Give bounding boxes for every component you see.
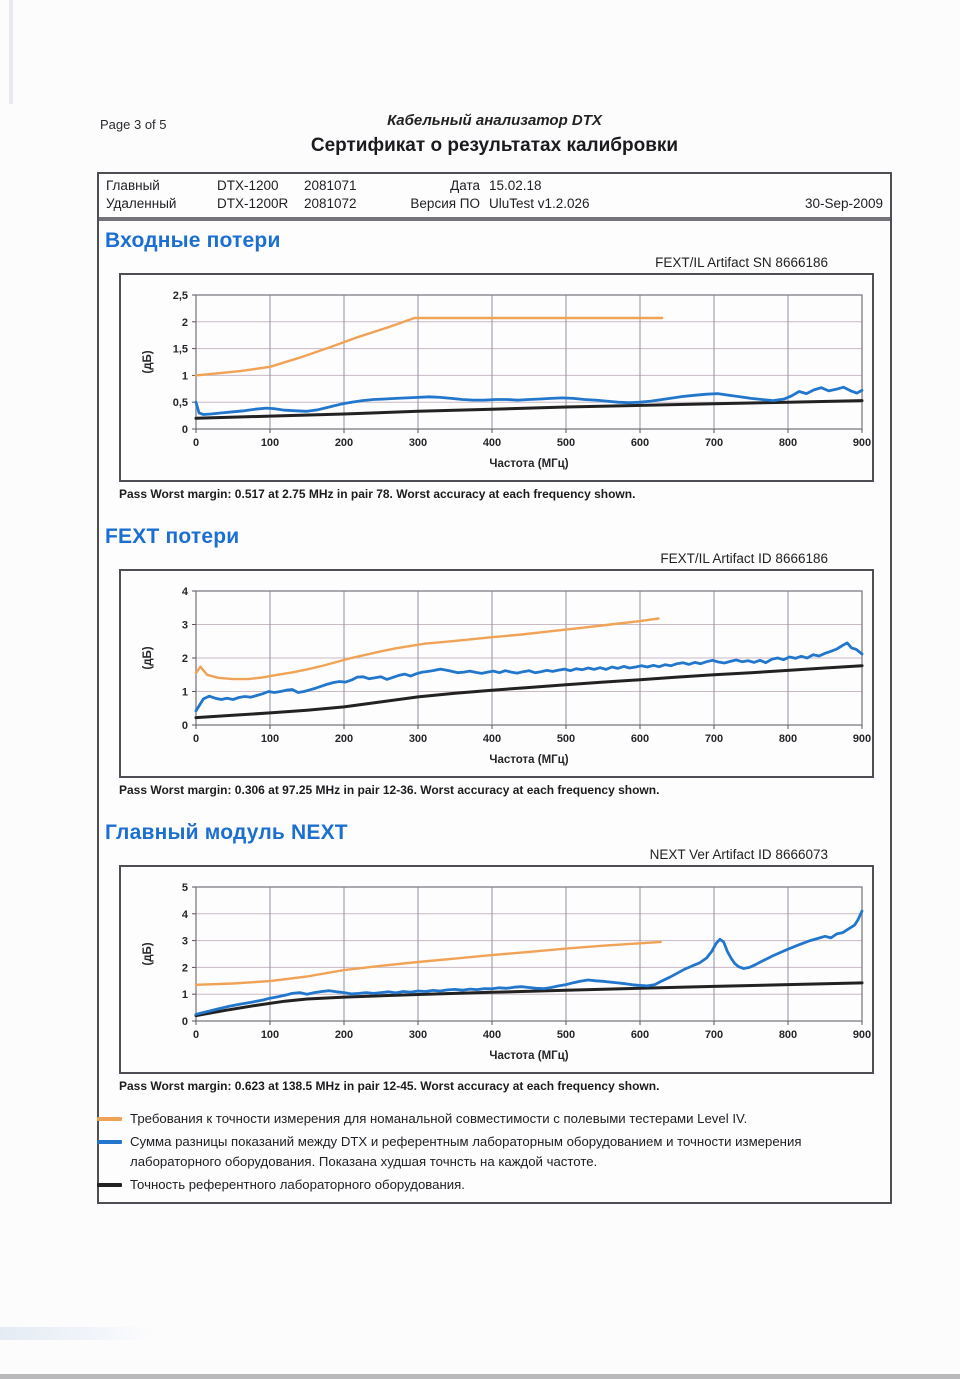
svg-text:Частота (МГц): Частота (МГц) bbox=[489, 754, 569, 766]
certificate-body bbox=[97, 172, 892, 1204]
device-serial: 2081072 bbox=[304, 196, 357, 211]
svg-text:3: 3 bbox=[181, 619, 188, 632]
device-role: Главный bbox=[106, 178, 160, 193]
svg-text:4: 4 bbox=[181, 908, 188, 921]
svg-text:100: 100 bbox=[260, 1029, 280, 1041]
svg-text:1: 1 bbox=[181, 989, 188, 1002]
chart-frame bbox=[119, 273, 874, 482]
svg-text:4: 4 bbox=[181, 586, 188, 598]
software-version: UluTest v1.2.026 bbox=[489, 196, 590, 211]
black-line-swatch bbox=[97, 1183, 122, 1187]
svg-text:0: 0 bbox=[181, 1016, 188, 1028]
table-row bbox=[99, 177, 890, 195]
svg-text:Частота (МГц): Частота (МГц) bbox=[489, 1050, 569, 1062]
section-fext-loss bbox=[99, 525, 890, 797]
page-number: Page 3 of 5 bbox=[100, 117, 167, 132]
section-input-loss bbox=[99, 229, 890, 501]
svg-text:1: 1 bbox=[181, 686, 188, 699]
svg-text:5: 5 bbox=[181, 882, 188, 894]
pass-margin-text: Pass Worst margin: 0.623 at 138.5 MHz in pair 12-45. Worst accuracy at each frequency shown. bbox=[119, 1079, 660, 1093]
legend-label: Требования к точности измерения для номанальной совместимости с полевыми тестерами Level IV. bbox=[130, 1111, 748, 1126]
legend-item-measured bbox=[111, 1132, 890, 1172]
svg-text:0: 0 bbox=[192, 733, 200, 745]
section-heading: Входные потери bbox=[105, 229, 281, 252]
field-label: Дата bbox=[450, 178, 480, 193]
legend-item-reference bbox=[111, 1175, 890, 1195]
blue-line-swatch bbox=[97, 1140, 122, 1144]
svg-text:2: 2 bbox=[181, 653, 188, 665]
svg-text:300: 300 bbox=[408, 733, 428, 745]
artifact-label: FEXT/IL Artifact SN 8666186 bbox=[655, 255, 828, 270]
svg-text:0: 0 bbox=[192, 437, 200, 449]
scan-artifact-line bbox=[9, 0, 13, 104]
svg-text:2: 2 bbox=[181, 316, 188, 329]
svg-text:(дБ): (дБ) bbox=[142, 350, 154, 374]
svg-text:100: 100 bbox=[260, 733, 280, 745]
svg-text:800: 800 bbox=[778, 1029, 798, 1041]
svg-text:300: 300 bbox=[408, 437, 428, 449]
field-value: 15.02.18 bbox=[489, 178, 542, 193]
svg-text:500: 500 bbox=[556, 1029, 576, 1041]
svg-text:(дБ): (дБ) bbox=[142, 942, 154, 966]
input-loss-chart bbox=[121, 275, 872, 480]
svg-text:800: 800 bbox=[778, 733, 798, 745]
device-info-table bbox=[99, 174, 890, 221]
scan-artifact-smudge bbox=[0, 1327, 150, 1340]
svg-text:0: 0 bbox=[181, 720, 188, 732]
section-heading: Главный модуль NEXT bbox=[105, 821, 348, 844]
svg-text:0: 0 bbox=[192, 1029, 200, 1041]
field-label: Версия ПО bbox=[410, 196, 480, 211]
svg-text:600: 600 bbox=[630, 437, 650, 449]
svg-text:700: 700 bbox=[704, 733, 724, 745]
svg-text:0,5: 0,5 bbox=[172, 397, 188, 410]
svg-text:2: 2 bbox=[181, 962, 188, 975]
legend-item-limit bbox=[111, 1109, 890, 1129]
svg-text:400: 400 bbox=[482, 733, 502, 745]
artifact-label: FEXT/IL Artifact ID 8666186 bbox=[660, 551, 828, 566]
table-row bbox=[99, 195, 890, 213]
svg-text:100: 100 bbox=[260, 437, 280, 449]
pass-margin-text: Pass Worst margin: 0.517 at 2.75 MHz in pair 78. Worst accuracy at each frequency shown. bbox=[119, 487, 636, 501]
svg-text:Частота (МГц): Частота (МГц) bbox=[489, 458, 569, 470]
field-value bbox=[480, 195, 890, 213]
svg-text:300: 300 bbox=[408, 1029, 428, 1041]
svg-text:600: 600 bbox=[630, 733, 650, 745]
doc-title: Сертификат о результатах калибровки bbox=[310, 135, 679, 156]
doc-subtitle: Кабельный анализатор DTX bbox=[387, 112, 602, 129]
section-heading: FEXT потери bbox=[105, 525, 240, 548]
section-main-next bbox=[99, 821, 890, 1093]
svg-text:(дБ): (дБ) bbox=[142, 646, 154, 670]
svg-text:900: 900 bbox=[852, 733, 872, 745]
svg-text:400: 400 bbox=[482, 437, 502, 449]
svg-text:500: 500 bbox=[556, 437, 576, 449]
software-date: 30-Sep-2009 bbox=[804, 196, 883, 211]
svg-text:700: 700 bbox=[704, 437, 724, 449]
orange-line-swatch bbox=[97, 1117, 122, 1121]
svg-text:400: 400 bbox=[482, 1029, 502, 1041]
legend-label: Сумма разницы показаний между DTX и референтным лабораторным оборудованием и точности измерения лабораторного оборудования. Показана худшая точнсть на каждой частоте. bbox=[130, 1134, 802, 1169]
fext-loss-chart bbox=[121, 571, 872, 776]
svg-text:1: 1 bbox=[181, 370, 188, 383]
chart-frame bbox=[119, 865, 874, 1074]
svg-text:600: 600 bbox=[630, 1029, 650, 1041]
svg-text:800: 800 bbox=[778, 437, 798, 449]
svg-text:1,5: 1,5 bbox=[172, 343, 188, 356]
svg-text:900: 900 bbox=[852, 437, 872, 449]
svg-text:700: 700 bbox=[704, 1029, 724, 1041]
device-model: DTX-1200 bbox=[217, 178, 279, 193]
chart-legend bbox=[99, 1109, 890, 1195]
document-header bbox=[97, 112, 892, 157]
svg-text:200: 200 bbox=[334, 437, 354, 449]
device-serial: 2081071 bbox=[304, 178, 357, 193]
legend-label: Точность референтного лабораторного оборудования. bbox=[130, 1177, 465, 1192]
svg-text:200: 200 bbox=[334, 1029, 354, 1041]
svg-text:0: 0 bbox=[181, 424, 188, 436]
device-role: Удаленный bbox=[106, 196, 177, 211]
svg-text:2,5: 2,5 bbox=[172, 290, 188, 302]
svg-text:200: 200 bbox=[334, 733, 354, 745]
main-next-chart bbox=[121, 867, 872, 1072]
svg-text:500: 500 bbox=[556, 733, 576, 745]
svg-text:900: 900 bbox=[852, 1029, 872, 1041]
scan-edge-bar bbox=[0, 1374, 960, 1379]
svg-text:3: 3 bbox=[181, 935, 188, 948]
device-model: DTX-1200R bbox=[217, 196, 289, 211]
artifact-label: NEXT Ver Artifact ID 8666073 bbox=[649, 847, 828, 862]
chart-frame bbox=[119, 569, 874, 778]
pass-margin-text: Pass Worst margin: 0.306 at 97.25 MHz in pair 12-36. Worst accuracy at each frequency shown. bbox=[119, 783, 660, 797]
